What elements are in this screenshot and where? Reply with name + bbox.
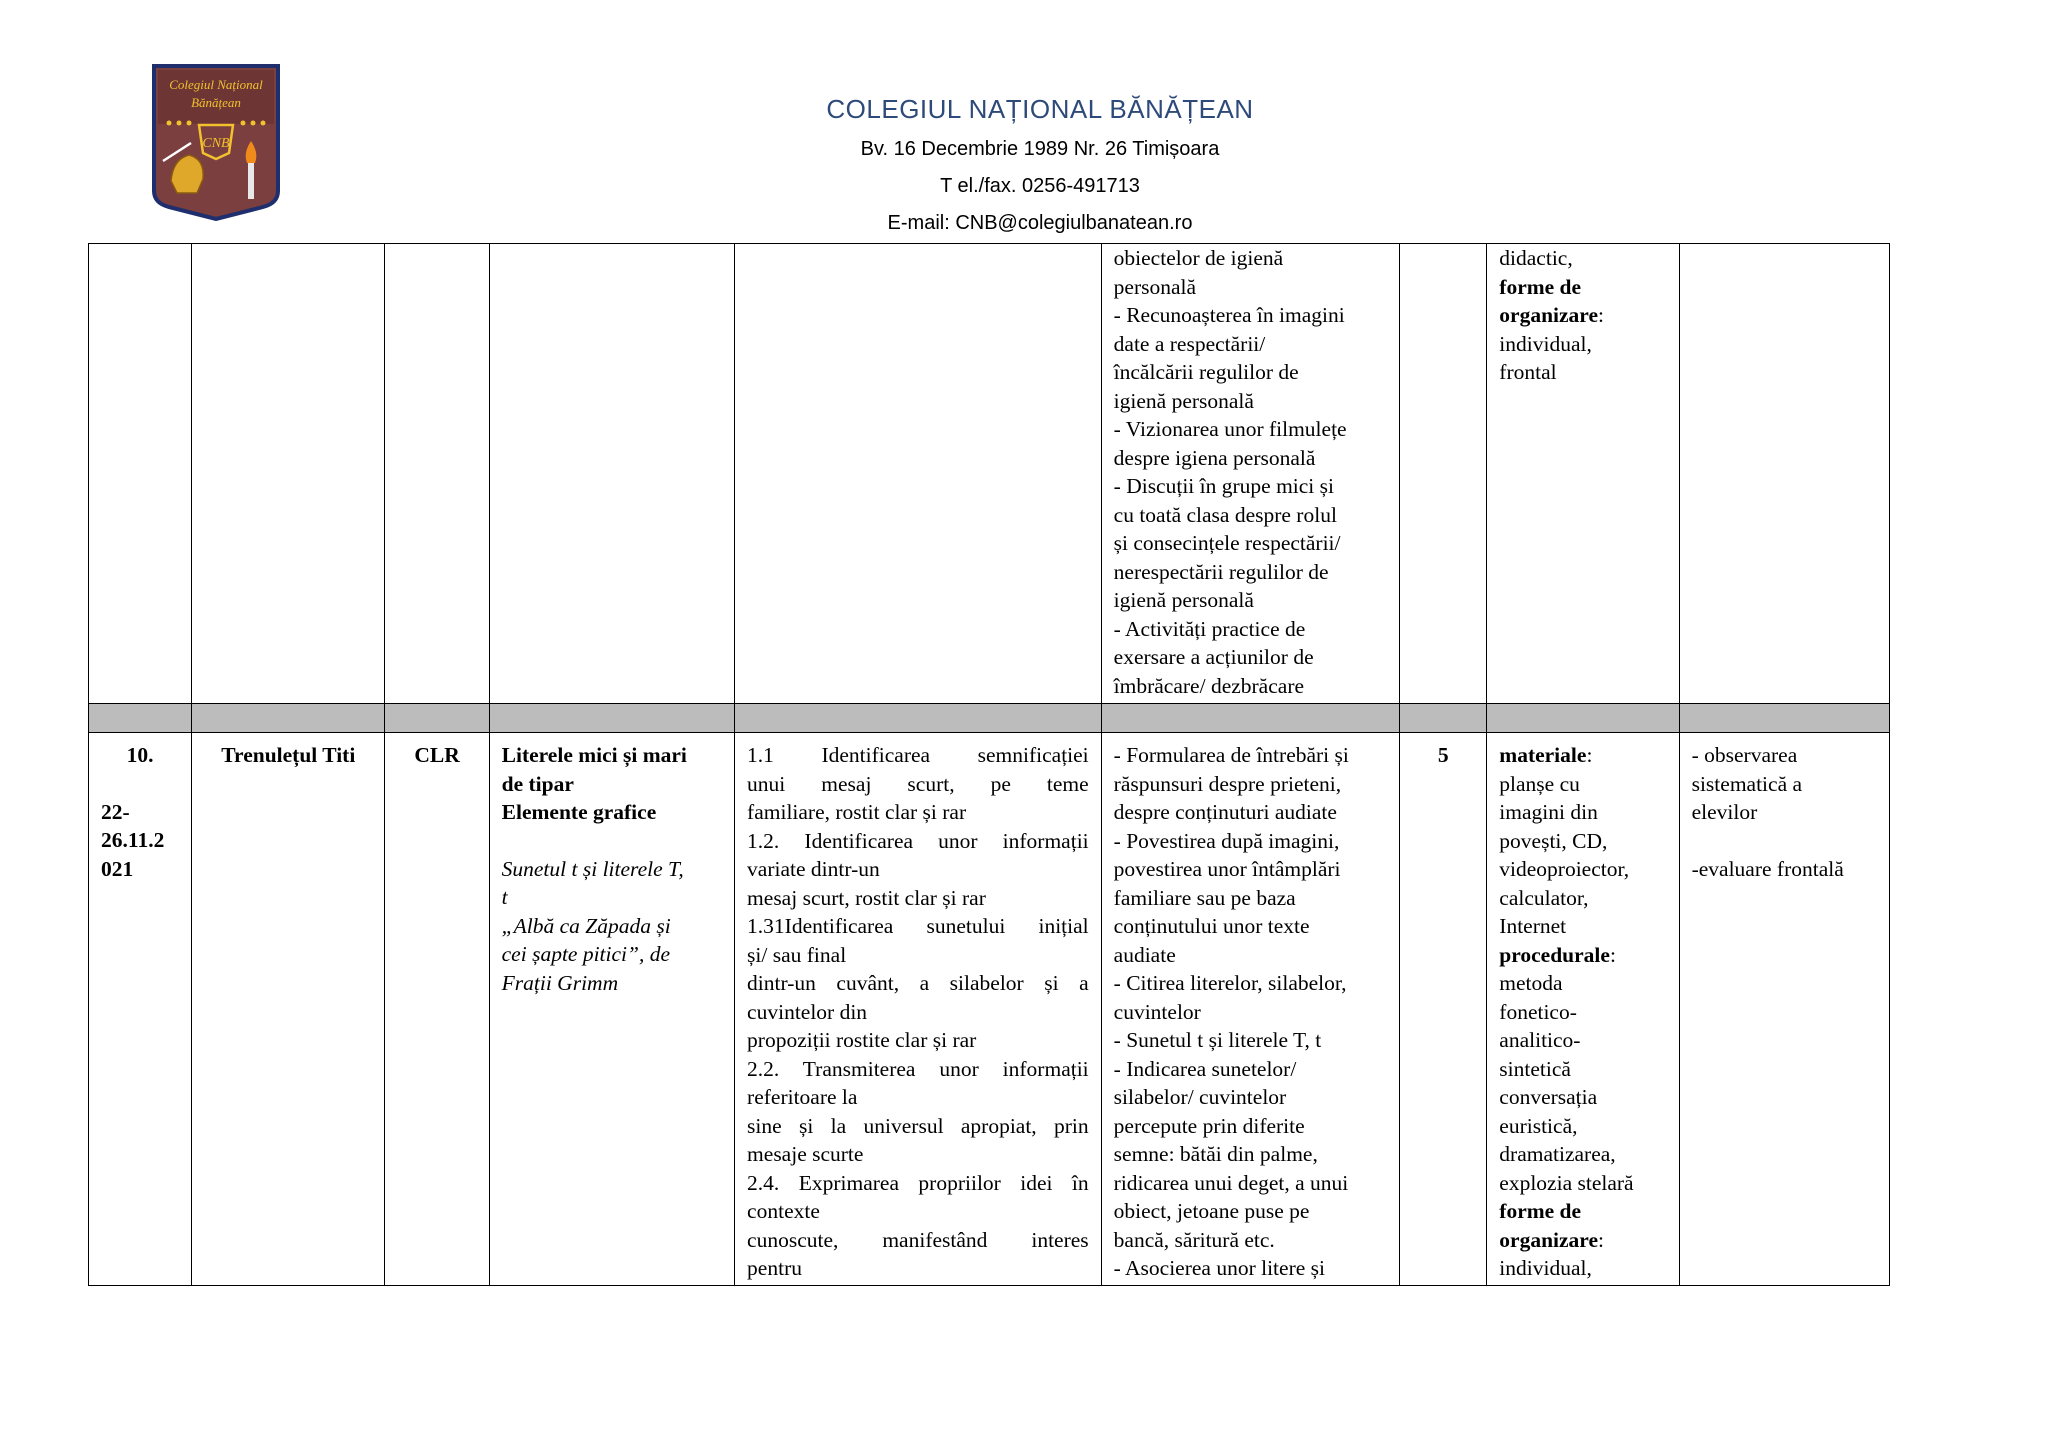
activity-line: date a respectării/ [1113,331,1266,356]
resource-line: povești, CD, [1499,828,1608,853]
evaluation-line: sistematică a [1691,771,1803,796]
activity-line: povestirea unor întâmplări [1113,857,1341,881]
school-email: E-mail: CNB@colegiulbanatean.ro [887,212,1193,234]
activity-line: obiect, jetoane puse pe [1113,1199,1310,1223]
resource-line: individual, [1499,331,1592,356]
lesson-number: 10. [126,743,154,767]
activity-line: - Asocierea unor litere și [1113,1256,1325,1280]
resource-heading-line [1499,301,1666,330]
competence-line: familiare, rostit clar și rar [747,800,967,824]
activity-line: - Activități practice de [1113,616,1306,641]
competence-line: unui mesaj scurt, pe teme [747,771,1089,796]
content-detail: „Albă ca Zăpada și [501,913,671,938]
resource-heading: organizare [1499,303,1598,327]
competence-line: 2.4. Exprimarea propriilor idei în [747,1170,1089,1195]
activity-line: cuvintelor [1113,999,1201,1024]
resource-line: calculator, [1499,885,1589,910]
activity-line: igienă personală [1113,388,1254,413]
evaluation-line: -evaluare frontală [1691,856,1844,881]
activity-line: - Recunoașterea în imagini [1113,303,1345,327]
resource-line: conversația [1499,1085,1598,1109]
resource-line: euristică, [1499,1113,1578,1138]
cell-unit [192,244,385,704]
activity-line: - Vizionarea unor filmulețe [1113,417,1347,441]
table-row-lesson-10 [89,733,1890,1286]
activity-line: audiate [1113,942,1176,967]
lesson-date: 22- [101,799,130,824]
content-title: Literele mici și mari [501,743,687,767]
activity-line: semne: bătăi din palme, [1113,1142,1318,1166]
competence-line: 1.1 Identificarea semnificației [747,743,1089,767]
separator-cell [1400,704,1487,733]
content-title: Elemente grafice [501,800,657,824]
activity-line: despre conținuturi audiate [1113,800,1337,824]
competence-line: contexte [747,1199,820,1223]
resource-heading-line [1499,941,1666,970]
resource-line: analitico- [1499,1028,1581,1052]
cell-evaluation [1679,733,1889,1286]
cell-discipline [385,244,489,704]
table-row-separator [89,704,1890,733]
cell-activities [1101,733,1399,1286]
spacer [101,770,179,798]
activity-line: igienă personală [1113,588,1254,612]
resource-heading: forme de [1499,274,1582,299]
cell-resources [1487,733,1679,1286]
competence-line: cunoscute, manifestând interes [747,1227,1089,1252]
cell-competences [735,244,1102,704]
content-detail: cei șapte pitici”, de [501,942,671,966]
competence-line: mesaje scurte [747,1142,864,1166]
activity-line: obiectelor de igienă [1113,246,1284,270]
cell-resources [1487,244,1679,704]
resource-line: imagini din [1499,800,1598,824]
resource-line: videoproiector, [1499,857,1630,881]
resource-colon: : [1609,942,1616,967]
activity-line: răspunsuri despre prieteni, [1113,771,1342,796]
resource-colon: : [1598,1227,1604,1252]
competence-line: dintr-un cuvânt, a silabelor și a [747,971,1089,995]
content-title: de tipar [501,771,574,796]
content-detail: Frații Grimm [501,970,619,995]
resource-line: sintetică [1499,1056,1571,1081]
competence-line: variate dintr-un [747,857,880,881]
resource-line: metoda [1499,971,1563,995]
cell-nr [89,244,192,704]
activity-line: bancă, săritură etc. [1113,1227,1275,1252]
competence-line: sine și la universul apropiat, prin [747,1113,1089,1138]
competence-line: propoziții rostite clar și rar [747,1028,977,1052]
evaluation-line: - observarea [1691,743,1798,767]
logo-text-top: Colegiul Național [169,77,263,92]
activity-line: - Citirea literelor, silabelor, [1113,971,1347,995]
activity-line: - Sunetul t și literele T, t [1113,1028,1322,1052]
resource-heading: procedurale [1499,942,1610,967]
lesson-date: 26.11.2 [101,828,165,852]
cell-competences [735,733,1102,1286]
resource-line: planșe cu [1499,771,1580,796]
resource-line: didactic, [1499,246,1573,270]
cell-hours [1400,733,1487,1286]
activity-line: îmbrăcare/ dezbrăcare [1113,673,1305,698]
competence-line: 1.2. Identificarea unor informații [747,828,1089,853]
cell-hours [1400,244,1487,704]
competence-line: pentru [747,1256,802,1280]
resource-heading: organizare [1499,1227,1598,1252]
content-detail: Sunetul t și literele T, [501,856,684,881]
cell-content [489,733,734,1286]
competence-line: mesaj scurt, rostit clar și rar [747,885,986,910]
separator-cell [89,704,192,733]
separator-cell [735,704,1102,733]
activity-line: percepute prin diferite [1113,1113,1305,1138]
cell-activities [1101,244,1399,704]
activity-line: încălcării regulilor de [1113,360,1299,384]
school-address: Bv. 16 Decembrie 1989 Nr. 26 Timișoara [860,138,1220,160]
lesson-date: 021 [101,856,134,881]
activity-line: cu toată clasa despre rolul [1113,502,1337,527]
school-crest-icon [151,63,281,221]
separator-cell [192,704,385,733]
activity-line: și consecințele respectării/ [1113,531,1341,555]
cell-nr [89,733,192,1286]
activity-line: personală [1113,274,1197,299]
content-detail: t [501,885,508,909]
separator-cell [385,704,489,733]
competence-line: referitoare la [747,1085,858,1109]
separator-cell [1679,704,1889,733]
competence-line: 1.31Identificarea sunetului inițial [747,914,1089,938]
resource-colon: : [1598,303,1604,327]
hours-count: 5 [1437,743,1449,767]
activity-line: familiare sau pe baza [1113,885,1296,910]
cell-discipline [385,733,489,1286]
resource-heading: forme de [1499,1199,1582,1223]
activity-line: despre igiena personală [1113,445,1316,470]
activity-line: silabelor/ cuvintelor [1113,1085,1287,1109]
cell-unit [192,733,385,1286]
separator-cell [1487,704,1679,733]
resource-heading-line [1499,1226,1666,1255]
separator-cell [1101,704,1399,733]
lesson-plan-table [88,243,1890,1286]
resource-colon: : [1586,743,1593,767]
logo-monogram: CNB [202,136,230,151]
unit-title: Trenulețul Titi [221,743,356,767]
table-row-previous [89,244,1890,704]
activity-line: - Formularea de întrebări și [1113,743,1349,767]
activity-line: ridicarea unui deget, a unui [1113,1170,1349,1195]
activity-line: conținutului unor texte [1113,914,1310,938]
cell-content [489,244,734,704]
activity-line: exersare a acțiunilor de [1113,645,1314,669]
logo-text-mid: Bănățean [191,95,241,110]
resource-heading-line [1499,741,1666,770]
discipline-code: CLR [414,743,460,767]
competence-line: 2.2. Transmiterea unor informații [747,1056,1089,1081]
spacer [502,827,722,855]
resource-line: frontal [1499,360,1557,384]
school-logo [151,63,281,221]
activity-line: - Povestirea după imagini, [1113,828,1340,853]
school-phone: T el./fax. 0256-491713 [940,175,1140,197]
resource-line: fonetico- [1499,999,1577,1024]
competence-line: și/ sau final [747,942,847,967]
resource-line: dramatizarea, [1499,1142,1616,1166]
resource-line: Internet [1499,914,1567,938]
evaluation-line: elevilor [1691,800,1758,824]
resource-line: individual, [1499,1256,1592,1280]
activity-line: - Indicarea sunetelor/ [1113,1056,1297,1081]
resource-heading: materiale [1499,743,1587,767]
activity-line: nerespectării regulilor de [1113,559,1329,584]
spacer [1692,827,1877,855]
school-name: COLEGIUL NAȚIONAL BĂNĂȚEAN [826,94,1254,124]
competence-line: cuvintelor din [747,999,868,1024]
activity-line: - Discuții în grupe mici și [1113,474,1334,498]
cell-evaluation [1679,244,1889,704]
resource-line: explozia stelară [1499,1170,1634,1195]
separator-cell [489,704,734,733]
